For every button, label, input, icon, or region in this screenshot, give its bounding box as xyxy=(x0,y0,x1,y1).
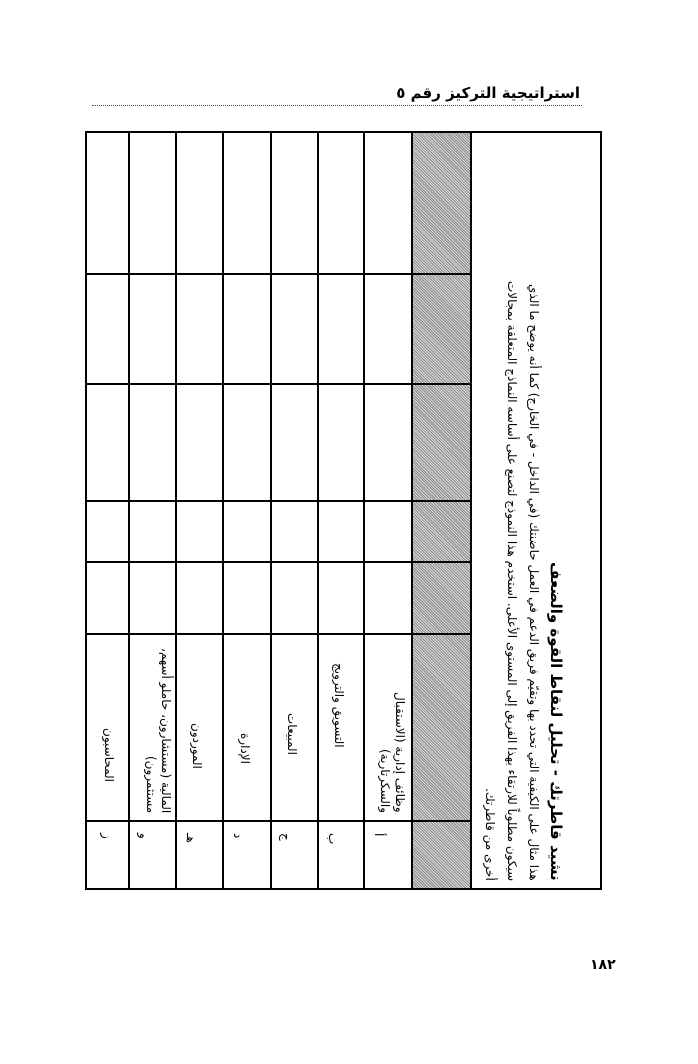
row-marker: أ xyxy=(372,833,386,837)
intro-line: سيكون مطلوباً للارتقاء بهذا الفريق إلى المستوى الأعلى. استخدم هذا النموذج لتصنع على أساسه النماذج المتعلقة بمجالات xyxy=(505,280,519,881)
row-label: المالية (مستشارون، حاملو أسهم، مستثمرون) xyxy=(144,647,173,813)
divider xyxy=(87,633,470,635)
row-label: وظائف إدارية (الاستقبال والسكرتارية) xyxy=(378,692,407,813)
row-marker: هـ xyxy=(184,833,198,843)
divider xyxy=(411,133,413,888)
divider xyxy=(270,133,272,888)
row-marker: د xyxy=(231,833,245,839)
page-number: ١٨٢ xyxy=(590,957,616,973)
divider xyxy=(363,133,365,888)
worksheet-title: نشيد قاطرتك - تحليل لنقاط القوة والضعف xyxy=(547,562,565,881)
row-label: التسويق والترويج xyxy=(332,663,346,748)
row-label: المبيعات xyxy=(285,713,299,755)
table-header-shaded xyxy=(411,133,470,888)
row-marker: ج xyxy=(279,833,293,841)
row-label: المحاسبون xyxy=(102,728,116,783)
divider xyxy=(87,820,470,822)
divider xyxy=(222,133,224,888)
divider xyxy=(87,383,470,385)
intro-line: أخرى من قاطرتك. xyxy=(483,788,497,881)
divider xyxy=(87,500,470,502)
intro-block xyxy=(479,141,567,881)
intro-line: هذا مثال على الكيفية التي تحدد بها وتقيّم فريق الدعم في العمل حاضنتك (في الداخل - في الخارج) كما أنه يوضح ما الذي xyxy=(527,284,541,881)
row-marker: ب xyxy=(326,833,340,845)
row-label: الإدارة xyxy=(238,733,252,764)
row-marker: ز xyxy=(100,833,114,839)
divider xyxy=(87,561,470,563)
header-rule xyxy=(92,105,582,106)
divider xyxy=(175,133,177,888)
divider xyxy=(128,133,130,888)
running-head: استراتيجية التركيز رقم ٥ xyxy=(396,84,580,102)
row-label: الموردون xyxy=(190,723,204,769)
divider xyxy=(470,133,472,888)
divider xyxy=(87,273,470,275)
row-marker: و xyxy=(137,833,151,839)
worksheet-table xyxy=(85,131,602,890)
divider xyxy=(317,133,319,888)
